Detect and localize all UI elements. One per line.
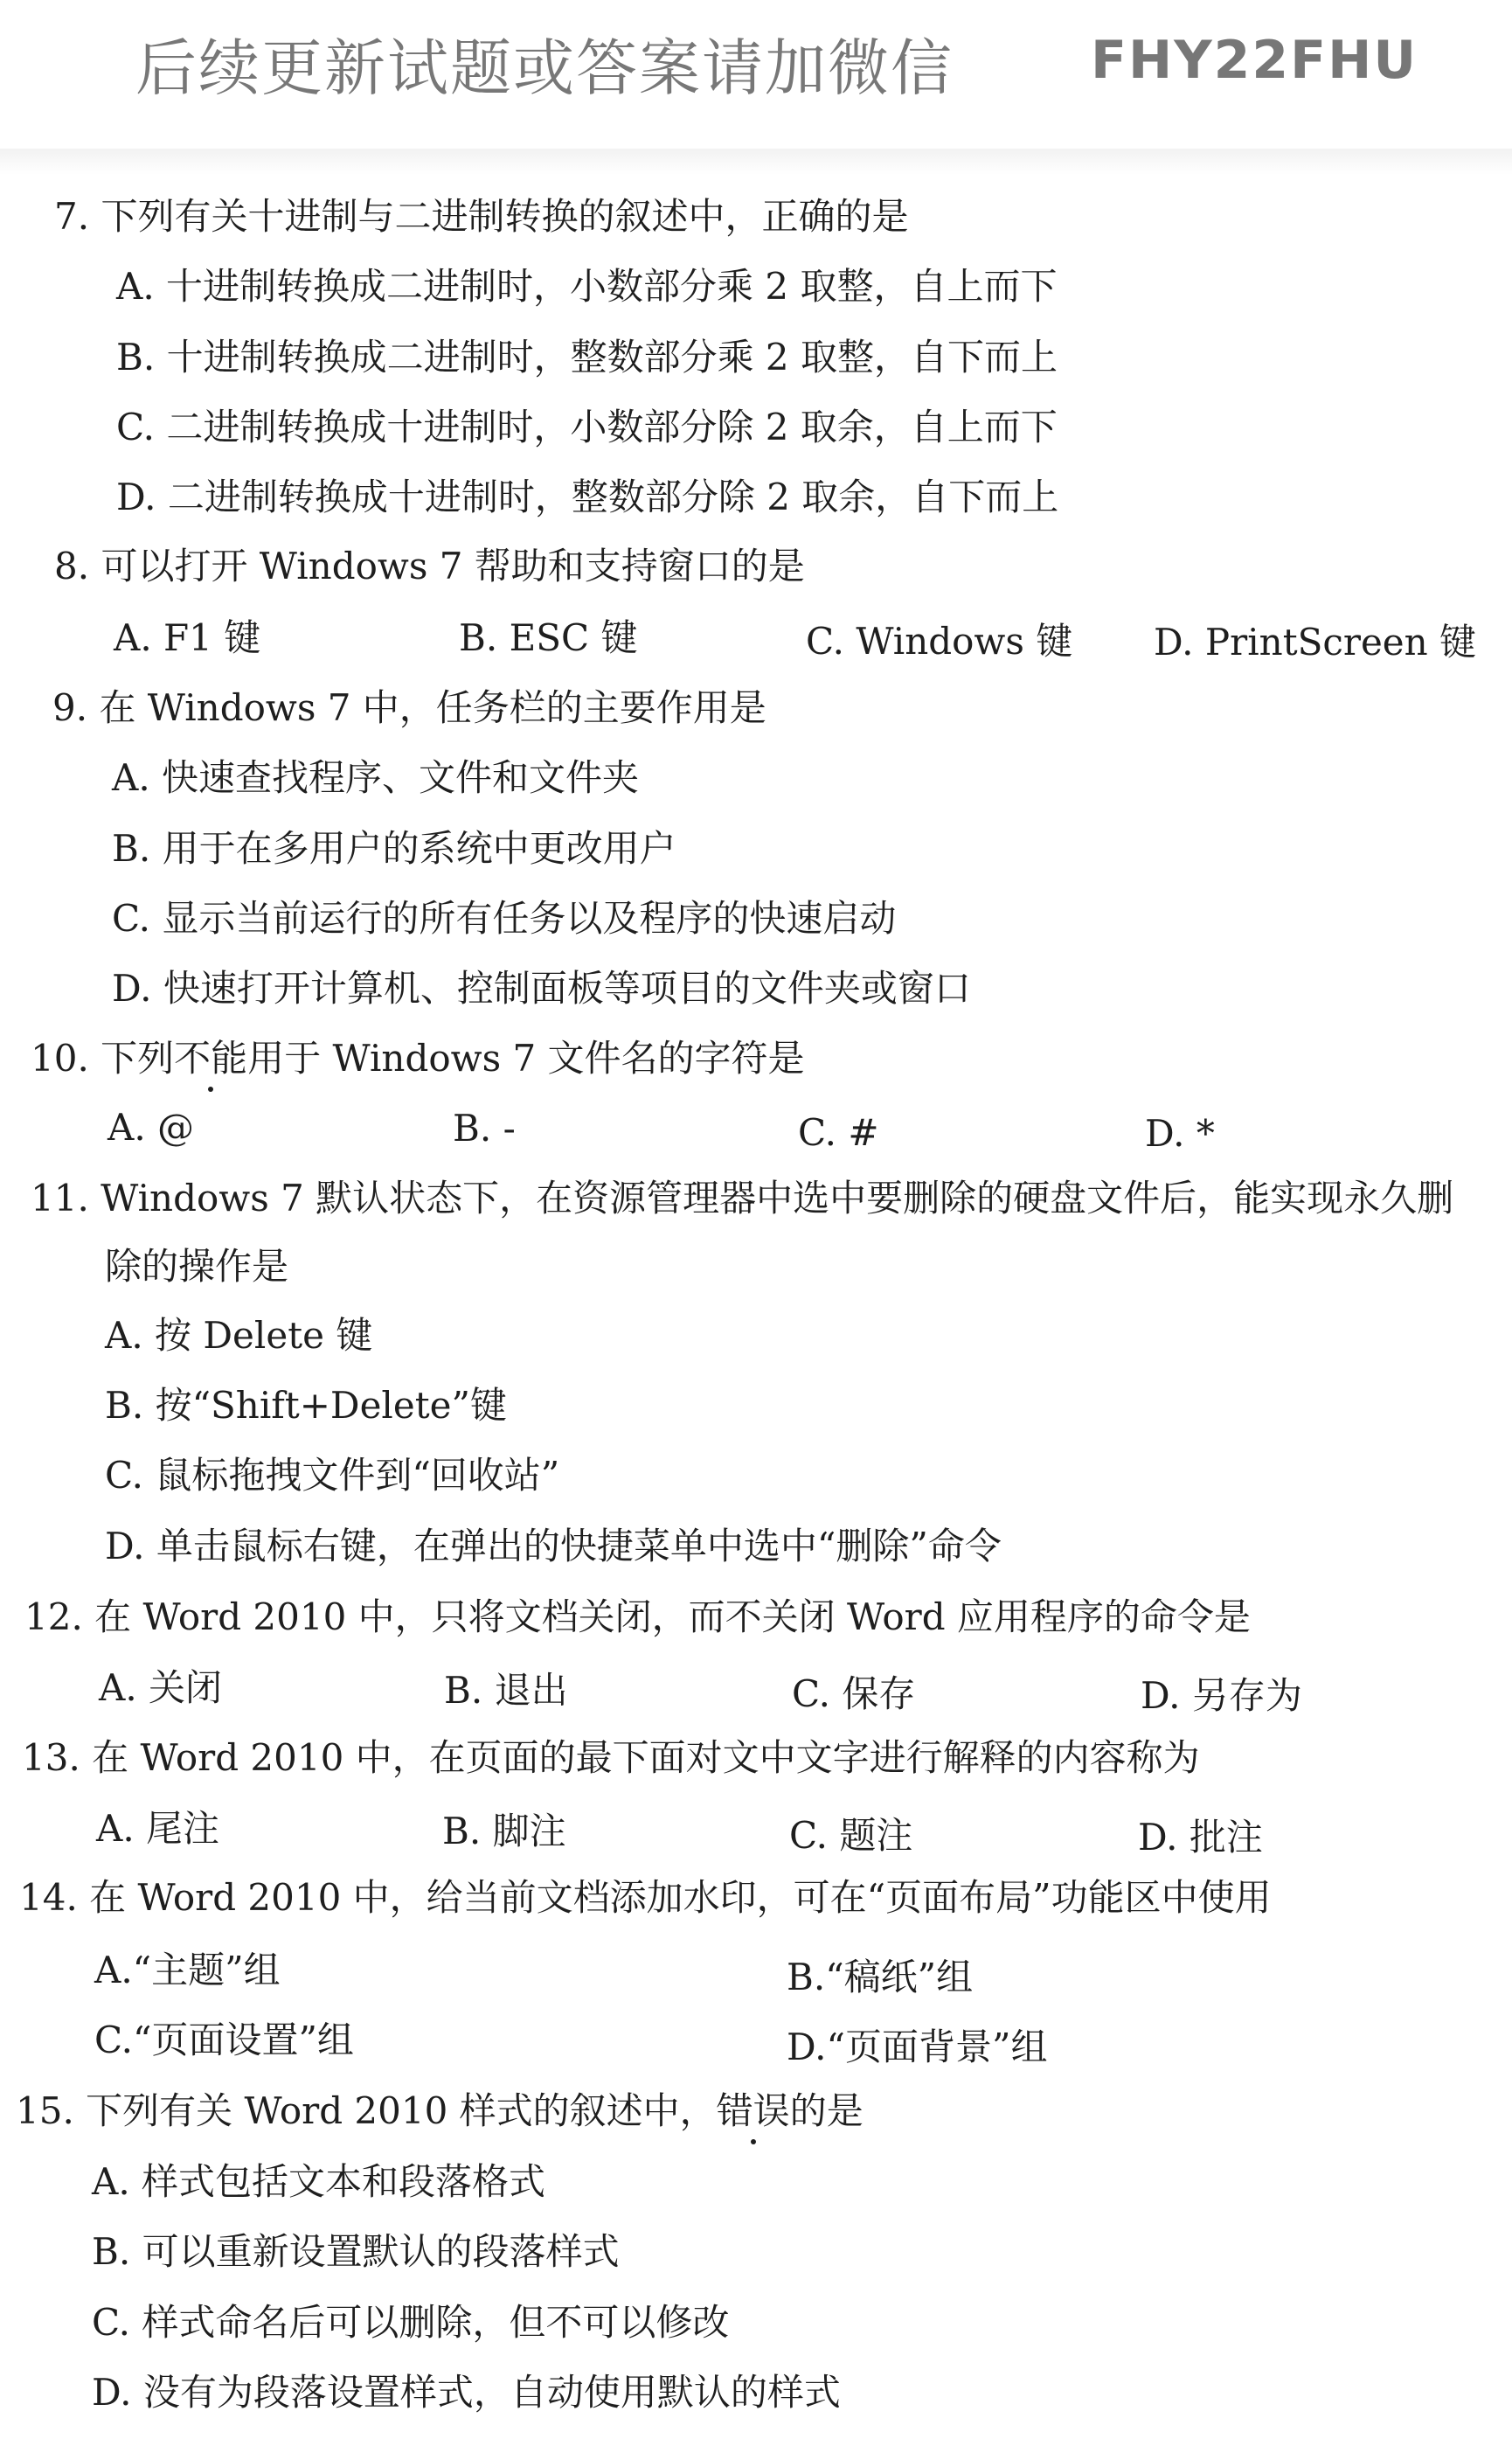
question-12-option-b: B. 退出 (444, 1669, 568, 1712)
question-11-option-b: B. 按“Shift+Delete”键 (105, 1384, 507, 1427)
question-12-option-c: C. 保存 (792, 1672, 916, 1715)
question-8-stem: 8. 可以打开 Windows 7 帮助和支持窗口的是 (54, 545, 805, 587)
question-9-option-a: A. 快速查找程序、文件和文件夹 (112, 756, 640, 799)
question-14-stem: 14. 在 Word 2010 中，给当前文档添加水印，可在“页面布局”功能区中使用 (19, 1876, 1272, 1919)
question-13-stem: 13. 在 Word 2010 中，在页面的最下面对文中文字进行解释的内容称为 (22, 1736, 1200, 1779)
question-9-option-c: C. 显示当前运行的所有任务以及程序的快速启动 (112, 897, 897, 940)
question-10-option-d: D. * (1145, 1112, 1215, 1155)
question-12-option-a: A. 关闭 (99, 1666, 223, 1709)
question-8-option-c: C. Windows 键 (806, 620, 1073, 663)
page-header (0, 0, 1512, 131)
question-10-option-a: A. @ (108, 1106, 195, 1149)
question-15-option-a: A. 样式包括文本和段落格式 (92, 2160, 546, 2203)
question-8-option-a: A. F1 键 (114, 616, 261, 659)
question-9-option-b: B. 用于在多用户的系统中更改用户 (112, 827, 676, 870)
question-10-stem: 10. 下列不能用于 Windows 7 文件名的字符是 (31, 1034, 805, 1083)
question-15-option-c: C. 样式命名后可以删除，但不可以修改 (92, 2301, 730, 2344)
question-13-option-d: D. 批注 (1138, 1816, 1263, 1859)
question-11-stem-line1: 11. Windows 7 默认状态下，在资源管理器中选中要删除的硬盘文件后，能实现永久删 (31, 1177, 1454, 1220)
question-14-option-d: D.“页面背景”组 (787, 2026, 1048, 2068)
question-7-option-d: D. 二进制转换成十进制时，整数部分除 2 取余，自下而上 (116, 476, 1059, 518)
question-13-option-b: B. 脚注 (442, 1810, 566, 1852)
question-11-option-c: C. 鼠标拖拽文件到“回收站” (105, 1454, 560, 1497)
question-12-stem: 12. 在 Word 2010 中，只将文档关闭，而不关闭 Word 应用程序的命令是 (24, 1595, 1251, 1638)
question-8-option-d: D. PrintScreen 键 (1154, 621, 1477, 664)
question-9-stem: 9. 在 Windows 7 中，任务栏的主要作用是 (52, 686, 766, 729)
question-11-stem-line2: 除的操作是 (105, 1245, 289, 1288)
question-14-option-b: B.“稿纸”组 (787, 1956, 974, 1998)
question-10-option-b: B. - (453, 1107, 516, 1150)
question-13-option-c: C. 题注 (789, 1814, 913, 1857)
question-15-option-b: B. 可以重新设置默认的段落样式 (92, 2230, 620, 2273)
question-15-option-d: D. 没有为段落设置样式，自动使用默认的样式 (92, 2371, 841, 2414)
question-11-option-d: D. 单击鼠标右键，在弹出的快捷菜单中选中“删除”命令 (105, 1525, 1002, 1567)
question-7-option-c: C. 二进制转换成十进制时，小数部分除 2 取余，自上而下 (116, 406, 1058, 448)
question-7-option-a: A. 十进制转换成二进制时，小数部分乘 2 取整，自上而下 (116, 265, 1058, 308)
question-8-option-b: B. ESC 键 (459, 616, 638, 659)
header-divider (0, 149, 1512, 175)
question-9-option-d: D. 快速打开计算机、控制面板等项目的文件夹或窗口 (112, 967, 971, 1010)
question-7-option-b: B. 十进制转换成二进制时，整数部分乘 2 取整，自下而上 (116, 336, 1058, 379)
question-11-option-a: A. 按 Delete 键 (105, 1314, 373, 1357)
question-13-option-a: A. 尾注 (96, 1807, 220, 1850)
emphasis-not: 不能 (174, 1034, 247, 1083)
question-14-option-a: A.“主题”组 (94, 1949, 281, 1991)
question-15-stem: 15. 下列有关 Word 2010 样式的叙述中，错误的是 (16, 2087, 864, 2136)
question-7-stem: 7. 下列有关十进制与二进制转换的叙述中，正确的是 (54, 195, 909, 238)
question-12-option-d: D. 另存为 (1141, 1674, 1302, 1717)
emphasis-wrong: 错误 (717, 2087, 790, 2136)
question-14-option-c: C.“页面设置”组 (94, 2019, 354, 2061)
question-10-option-c: C. # (798, 1111, 879, 1154)
header-wechat-id: FHY22FHU (1091, 30, 1418, 91)
header-notice: 后续更新试题或答案请加微信 (135, 32, 954, 104)
